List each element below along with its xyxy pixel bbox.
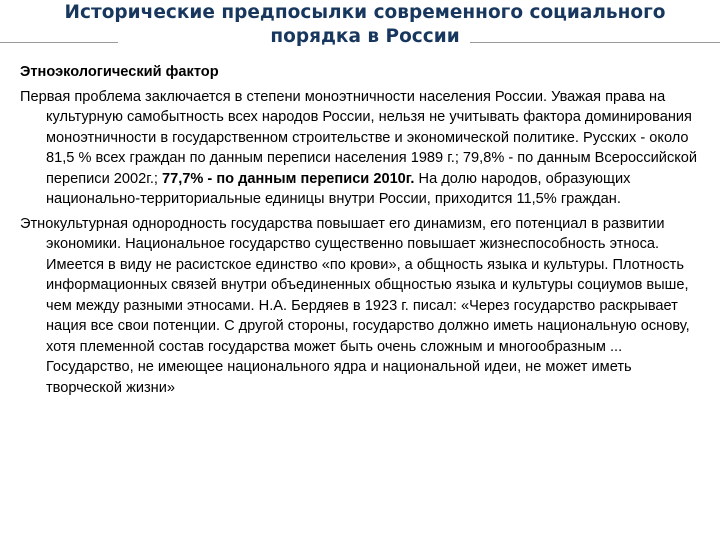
slide-title: Исторические предпосылки современного социального порядка в России [64,2,666,47]
census-2010-highlight: 77,7% - по данным переписи 2010г. [161,170,415,187]
title-divider-right [470,42,720,43]
paragraph-ethnocultural-homogeneity: Этнокультурная однородность государства повышает его динамизм, его потенциал в развитии экономики. Национальное государство существенно повышает жизнеспособность этноса. Имеется в виду не расистское единство «по крови», а общность языка и культуры. Плотность информационных связей внутри объединенных общностью языка и культуры социумов выше, чем между разными этносами. Н.А. Бердяев в 1923 г. писал: «Через государство раскрывает нация все свои потенции. С другой стороны, государство должно иметь национальную основу, хотя племенной состав государства может быть очень сложным и многообразным ... Государство, не имеющее национального ядра и национальной идеи, не может иметь творческой жизни» [20,215,690,396]
paragraph-monoethnicity [20,87,700,210]
paragraph-text: Первая проблема заключается в степени моноэтничности населения России. Уважая права на культурную самобытность всех народов России, нельзя не учитывать фактора доминирования моноэтничности в государственном строительстве и экономической политике. Русских - около 81,5 % всех граждан по данным переписи населения 1989 г.; 79,8% - по данным Всероссийской переписи 2002г.; [20,88,698,187]
title-divider-left [0,42,118,43]
slide-body [20,62,700,402]
section-heading: Этноэкологический фактор [20,64,219,80]
paragraph-text-tail: На долю народов, образующих национально-территориальные единицы внутри России, приходится 11,5% граждан. [46,170,631,207]
